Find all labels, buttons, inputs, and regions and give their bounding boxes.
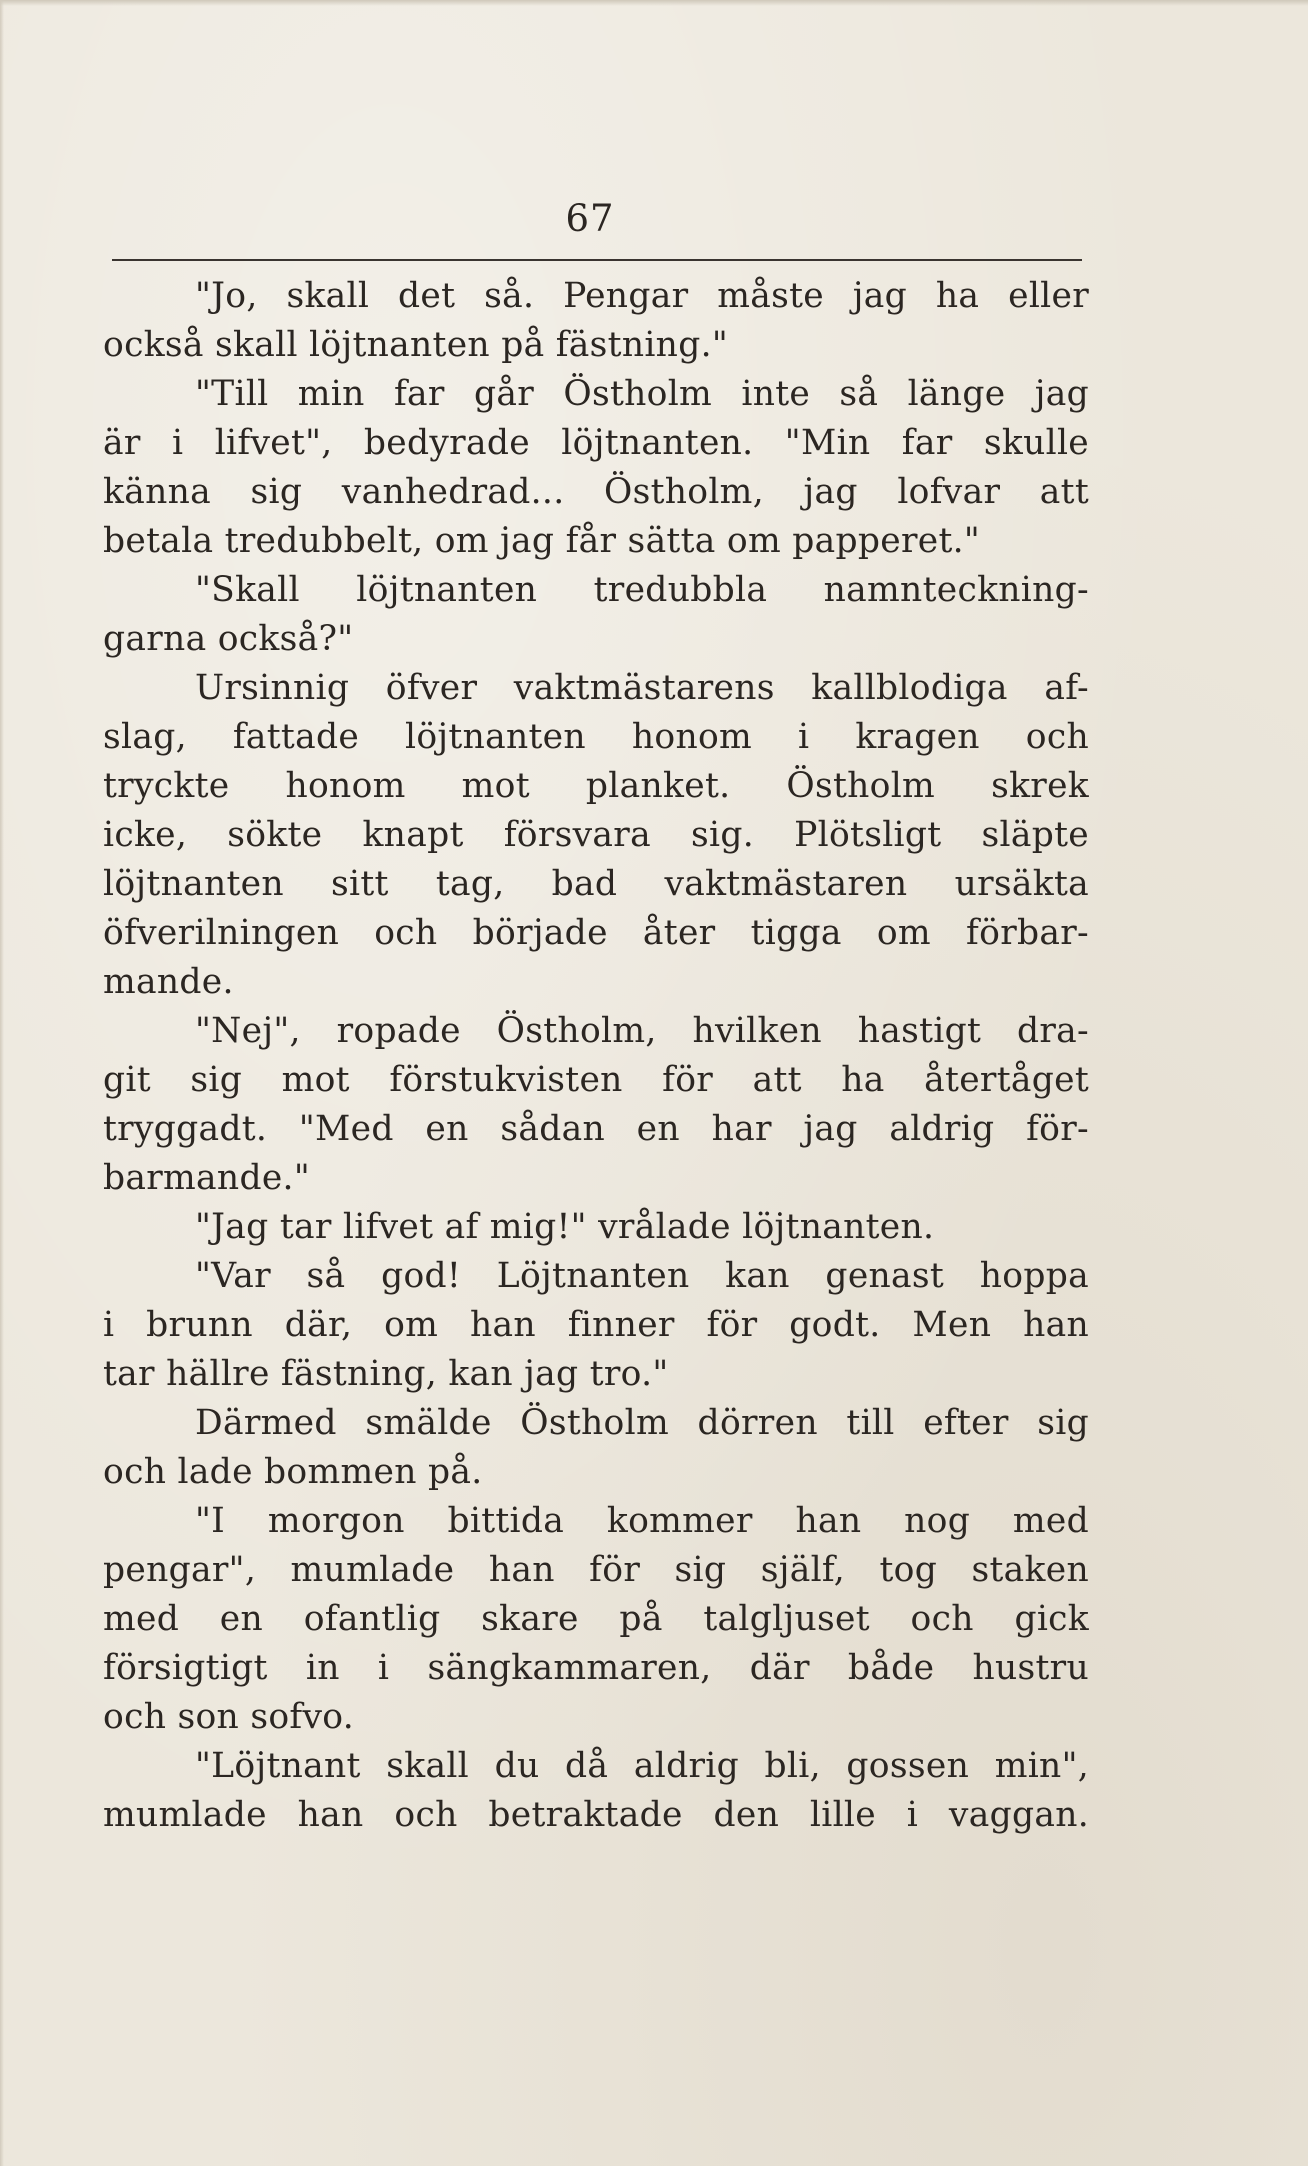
text-line: öfverilningen och började åter tigga om förbar-: [103, 913, 1089, 953]
text-line: git sig mot förstukvisten för att ha återtåget: [103, 1060, 1089, 1100]
text-line: i brunn där, om han finner för godt. Men han: [103, 1305, 1089, 1345]
text-line: tryckte honom mot planket. Östholm skrek: [103, 766, 1089, 806]
text-line: Därmed smälde Östholm dörren till efter sig: [195, 1403, 1089, 1443]
text-line: Ursinnig öfver vaktmästarens kallblodiga af-: [195, 668, 1089, 708]
text-line: försigtigt in i sängkammaren, där både hustru: [103, 1648, 1089, 1688]
text-line: "Löjtnant skall du då aldrig bli, gossen min",: [195, 1746, 1089, 1786]
text-line: "I morgon bittida kommer han nog med: [195, 1501, 1089, 1541]
text-line: "Nej", ropade Östholm, hvilken hastigt dra-: [195, 1011, 1089, 1051]
text-line: mumlade han och betraktade den lille i vaggan.: [103, 1795, 1089, 1835]
text-line: känna sig vanhedrad... Östholm, jag lofvar att: [103, 472, 1089, 512]
text-line: "Jo, skall det så. Pengar måste jag ha eller: [195, 276, 1089, 316]
text-line: är i lifvet", bedyrade löjtnanten. "Min far skulle: [103, 423, 1089, 463]
text-line: betala tredubbelt, om jag får sätta om papperet.": [103, 521, 981, 561]
body-text: [103, 272, 1089, 1840]
text-line: med en ofantlig skare på talgljuset och gick: [103, 1599, 1089, 1639]
text-line: och son sofvo.: [103, 1697, 355, 1737]
text-line: mande.: [103, 962, 234, 1002]
text-line: garna också?": [103, 619, 354, 659]
text-line: barmande.": [103, 1158, 310, 1198]
text-line: "Var så god! Löjtnanten kan genast hoppa: [195, 1256, 1089, 1296]
text-line: "Till min far går Östholm inte så länge jag: [195, 374, 1089, 414]
page-left-edge: [0, 0, 4, 2166]
text-line: tryggadt. "Med en sådan en har jag aldrig för-: [103, 1109, 1089, 1149]
text-line: och lade bommen på.: [103, 1452, 483, 1492]
text-line: löjtnanten sitt tag, bad vaktmästaren ursäkta: [103, 864, 1089, 904]
text-line: tar hällre fästning, kan jag tro.": [103, 1354, 669, 1394]
header-rule: [112, 259, 1082, 261]
page-number: 67: [565, 197, 615, 240]
text-line: "Jag tar lifvet af mig!" vrålade löjtnanten.: [195, 1207, 935, 1247]
text-line: pengar", mumlade han för sig själf, tog staken: [103, 1550, 1089, 1590]
text-line: slag, fattade löjtnanten honom i kragen och: [103, 717, 1089, 757]
page-top-edge: [0, 0, 1308, 6]
text-line: icke, sökte knapt försvara sig. Plötsligt släpte: [103, 815, 1089, 855]
text-line: "Skall löjtnanten tredubbla namnteckning-: [195, 570, 1089, 610]
text-line: också skall löjtnanten på fästning.": [103, 325, 729, 365]
